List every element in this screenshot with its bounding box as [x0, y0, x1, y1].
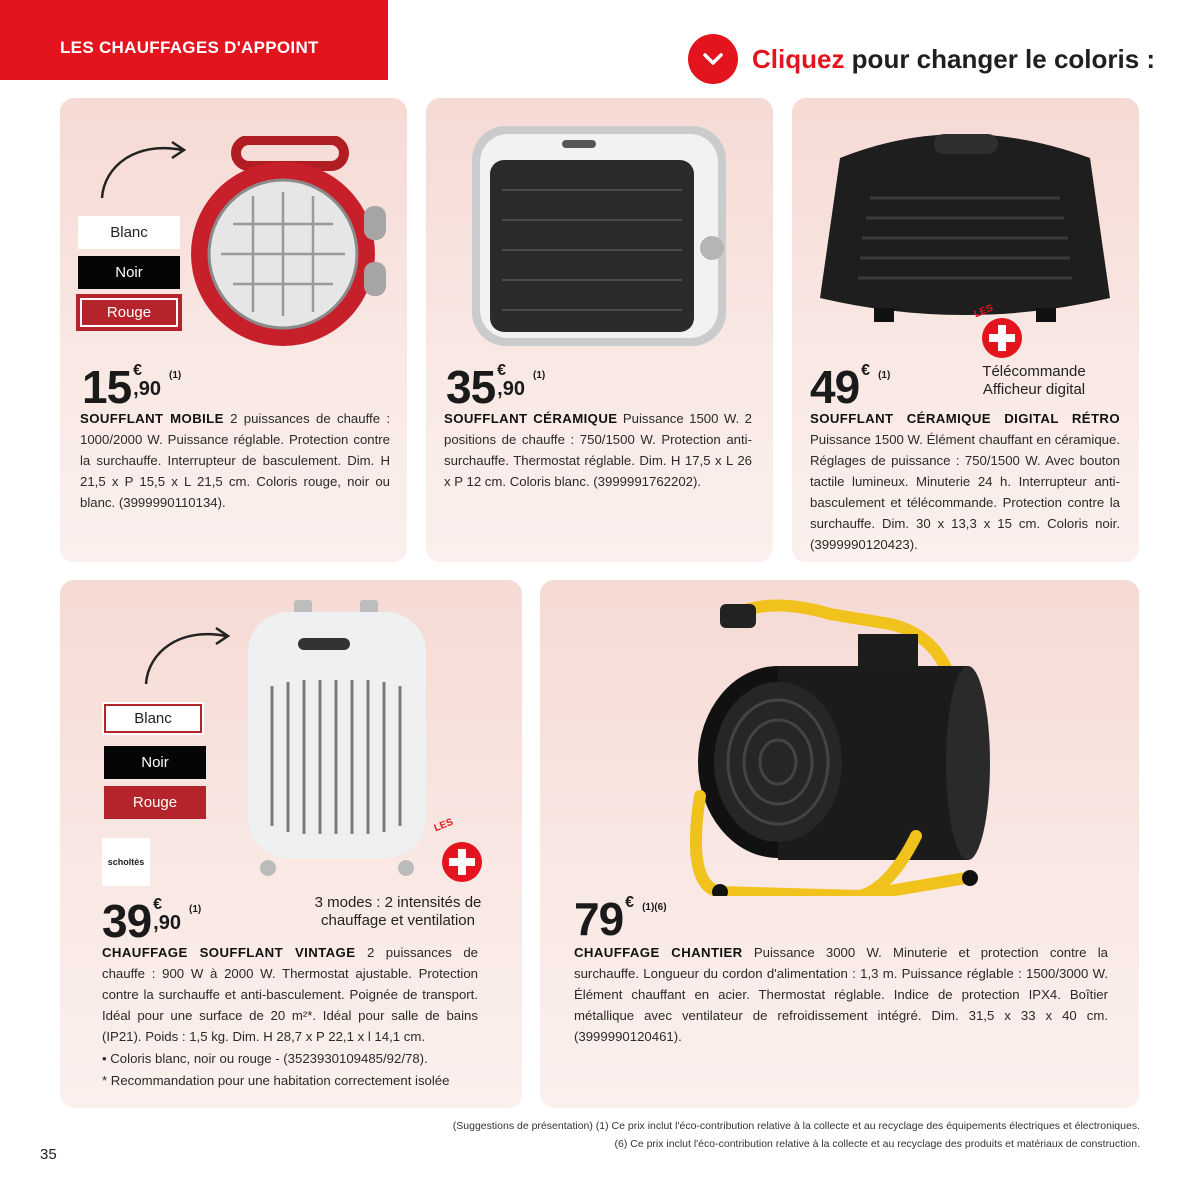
feature-text: Télécommande Afficheur digital [982, 363, 1086, 398]
section-title: LES CHAUFFAGES D'APPOINT [60, 38, 319, 57]
page-number: 35 [40, 1146, 57, 1163]
plus-badge-icon [440, 840, 484, 884]
price: 15 € ,90 (1) [82, 361, 182, 413]
price: 39 € ,90 (1) [102, 895, 202, 947]
chevron-down-button[interactable] [688, 34, 738, 84]
price: 49 € (1) [810, 361, 891, 413]
product-description: CHAUFFAGE SOUFFLANT VINTAGE 2 puissances de chauffe : 900 W à 2000 W. Thermostat ajustable. Protection contre la surchauffe et anti-basculement. Poignée de transport. Idéal pour une surface de 20 m²*. Idéal pour salle de bains (IP21). Poids : 1,5 kg. Dim. H 28,7 x P 22,1 x l 14,1 cm. [102, 945, 478, 1044]
swatch-blanc[interactable]: Blanc [78, 216, 180, 249]
product-card-chauffage-chantier [540, 580, 1139, 1108]
recommendation-note: * Recommandation pour une habitation correctement isolée [102, 1073, 450, 1088]
footnote-1: (Suggestions de présentation) (1) Ce prix inclut l'éco-contribution relative à la collecte et au recyclage des équipements électriques et électroniques. [452, 1120, 1140, 1132]
section-banner [0, 0, 388, 80]
curved-arrow-icon [96, 136, 196, 202]
product-description: SOUFFLANT CÉRAMIQUE DIGITAL RÉTRO Puissance 1500 W. Élément chauffant en céramique. Réglages de puissance : 750/1500 W. Avec bouton tactile lumineux. Minuterie 24 h. Interrupteur anti-basculement et télécommande. Protection contre la surchauffe. Dim. 30 x 13,3 x 15 cm. Coloris noir. (3999990120423). [810, 411, 1120, 552]
black-digital-heater-image [810, 118, 1120, 324]
swatch-blanc[interactable]: Blanc [102, 702, 204, 735]
swatch-noir[interactable]: Noir [78, 256, 180, 289]
swatch-rouge[interactable]: Rouge [78, 296, 180, 329]
plus-badge-label: LES [972, 302, 995, 321]
product-card-soufflant-digital-retro [792, 98, 1139, 562]
swatch-noir[interactable]: Noir [104, 746, 206, 779]
white-vintage-heater-image [242, 596, 432, 880]
colors-line: • Coloris blanc, noir ou rouge - (3523930109485/92/78). [102, 1051, 428, 1066]
product-card-soufflant-vintage [60, 580, 522, 1108]
color-change-cta[interactable] [688, 34, 1155, 84]
curved-arrow-icon [140, 622, 240, 688]
price: 35 € ,90 (1) [446, 361, 546, 413]
feature-text: 3 modes : 2 intensités de chauffage et ventilation [314, 894, 482, 929]
chevron-down-icon [702, 52, 724, 66]
footnote-6: (6) Ce prix inclut l'éco-contribution relative à la collecte et au recyclage des produits et matériaux de construction. [614, 1138, 1140, 1150]
cta-text: Cliquez pour changer le coloris : [752, 43, 1156, 74]
swatch-rouge[interactable]: Rouge [104, 786, 206, 819]
plus-badge-icon [980, 316, 1024, 360]
red-fan-heater-image [188, 136, 398, 358]
scholtes-brand-logo: scholtès [102, 838, 150, 886]
product-card-soufflant-mobile [60, 98, 407, 562]
ceramic-heater-image [462, 120, 738, 358]
industrial-heater-image [690, 596, 1000, 896]
product-card-soufflant-ceramique [426, 98, 773, 562]
product-description: CHAUFFAGE CHANTIER Puissance 3000 W. Minuterie et protection contre la surchauffe. Longueur du cordon d'alimentation : 1,3 m. Puissance réglable : 1500/3000 W. Élément chauffant en acier. Thermostat réglable. Indice de protection IPX4. Boîtier métallique avec ventilateur de refroidissement intégré. Dim. 31,5 x 33 x 40 cm. (3999990120461). [574, 945, 1108, 1044]
product-description: SOUFFLANT MOBILE 2 puissances de chauffe : 1000/2000 W. Puissance réglable. Protection contre la surchauffe. Interrupteur de basculement. Dim. H 21,5 x P 15,5 x L 21,5 cm. Coloris rouge, noir ou blanc. (3999990110134). [80, 411, 390, 510]
price: 79 € (1)(6) [574, 893, 667, 945]
plus-badge-label: LES [432, 816, 455, 835]
product-description: SOUFFLANT CÉRAMIQUE Puissance 1500 W. 2 positions de chauffe : 750/1500 W. Protection anti-surchauffe. Thermostat réglable. Dim. H 17,5 x L 26 x P 12 cm. Coloris blanc. (3999991762202). [444, 411, 752, 489]
